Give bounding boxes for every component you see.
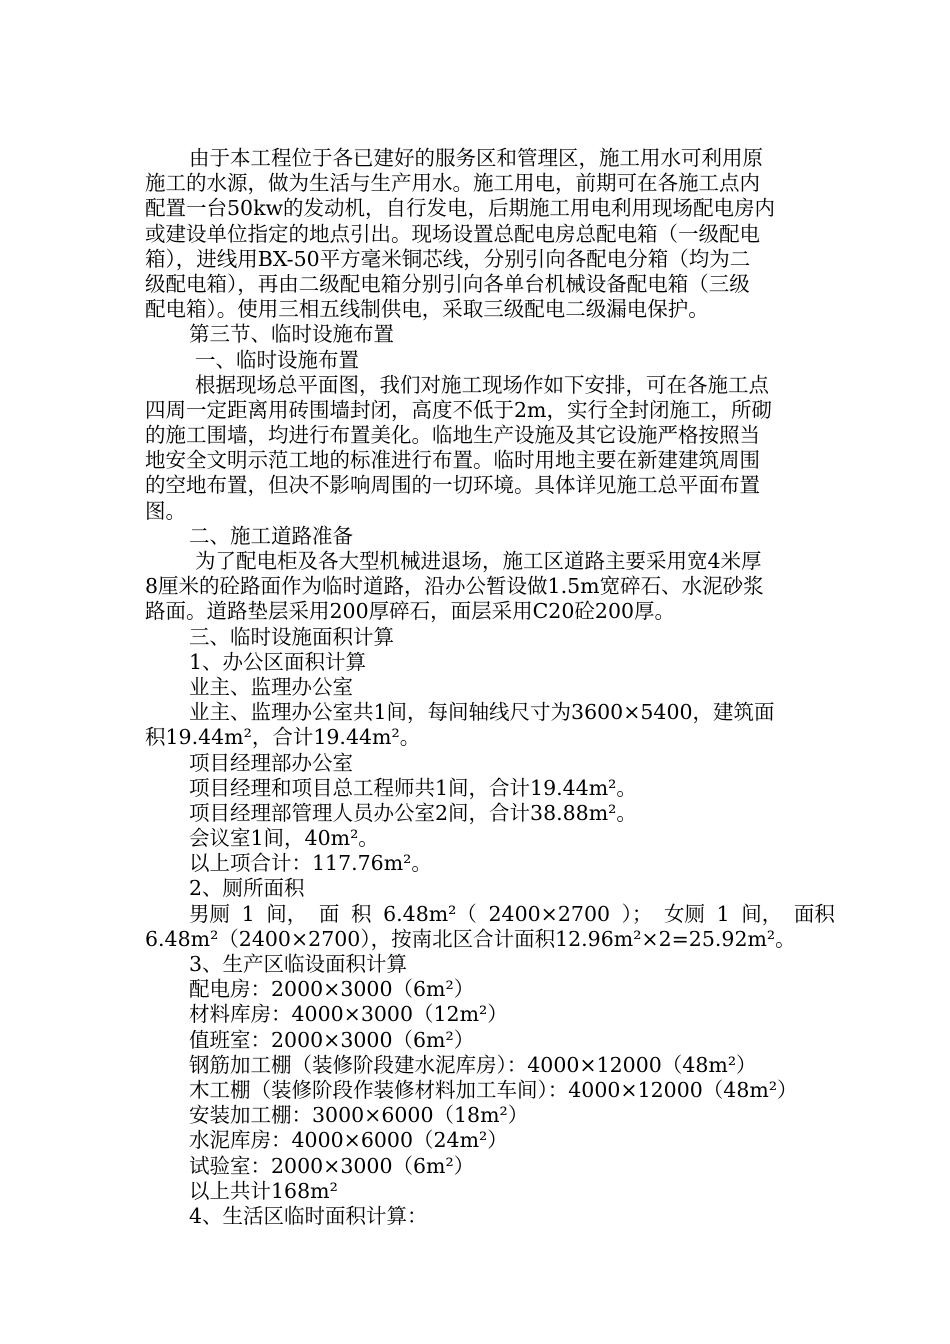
text-line: 钢筋加工棚（装修阶段建水泥库房）：4000×12000（48m²） — [189, 1052, 757, 1077]
text-line: 6.48m²（2400×2700），按南北区合计面积12.96m²×2=25.92m²。 — [145, 926, 796, 951]
text-line: 施工的水源，做为生活与生产用水。施工用电，前期可在各施工点内 — [145, 171, 760, 196]
text-line: 4、生活区临时面积计算： — [189, 1203, 428, 1228]
text-line: 木工棚（装修阶段作装修材料加工车间）：4000×12000（48m²） — [189, 1077, 798, 1102]
text-line: 为了配电柜及各大型机械进退场，施工区道路主要采用宽4米厚 — [195, 549, 762, 573]
text-line: 会议室1间，40m²。 — [189, 826, 379, 851]
text-line: 根据现场总平面图，我们对施工现场作如下安排，可在各施工点 — [195, 372, 769, 397]
text-line: 的空地布置，但决不影响周围的一切环境。具体详见施工总平面布置 — [145, 473, 760, 498]
text-line: 业主、监理办公室 — [189, 674, 353, 699]
text-line: 图。 — [145, 498, 186, 523]
text-line: 配置一台50kw的发动机，自行发电，后期施工用电利用现场配电房内 — [145, 196, 776, 221]
text-line: 2、厕所面积 — [189, 876, 305, 901]
text-line: 项目经理和项目总工程师共1间，合计19.44m²。 — [189, 775, 637, 800]
text-line: 由于本工程位于各已建好的服务区和管理区，施工用水可利用原 — [189, 146, 763, 170]
text-line: 水泥库房：4000×6000（24m²） — [189, 1128, 508, 1153]
text-line: 3、生产区临设面积计算 — [189, 952, 408, 976]
text-line: 地安全文明示范工地的标准进行布置。临时用地主要在新建建筑周围 — [145, 448, 760, 473]
text-line: 级配电箱），再由二级配电箱分别引向各单台机械设备配电箱（三级 — [145, 271, 750, 296]
text-line: 二、施工道路准备 — [189, 523, 353, 548]
text-line: 安装加工棚：3000×6000（18m²） — [189, 1103, 529, 1128]
text-line: 1、办公区面积计算 — [189, 649, 367, 674]
text-line: 试验室：2000×3000（6m²） — [189, 1153, 475, 1178]
text-line: 项目经理部办公室 — [189, 750, 353, 775]
text-line: 三、临时设施面积计算 — [189, 624, 394, 649]
text-line: 男厕 1 间， 面 积 6.48m²（ 2400×2700 ）； 女厕 1 间， 面积 — [189, 901, 835, 926]
text-line: 或建设单位指定的地点引出。现场设置总配电房总配电箱（一级配电 — [145, 221, 760, 246]
text-line: 业主、监理办公室共1间，每间轴线尺寸为3600×5400，建筑面 — [189, 700, 775, 725]
text-line: 一、临时设施布置 — [195, 347, 359, 372]
text-line: 配电箱）。使用三相五线制供电，采取三级配电二级漏电保护。 — [145, 297, 709, 322]
text-line: 材料库房：4000×3000（12m²） — [189, 1002, 508, 1027]
text-line: 四周一定距离用砖围墙封闭，高度不低于2m，实行全封闭施工，所砌 — [145, 397, 772, 422]
text-line: 路面。道路垫层采用200厚碎石，面层采用C20砼200厚。 — [145, 599, 676, 624]
body-text — [145, 146, 835, 1229]
text-line: 箱），进线用BX-50平方毫米铜芯线，分别引向各配电分箱（均为二 — [145, 246, 751, 271]
text-line: 以上项合计：117.76m²。 — [189, 851, 432, 876]
text-line: 积19.44m²，合计19.44m²。 — [145, 725, 421, 750]
text-line: 以上共计168m² — [189, 1178, 338, 1203]
text-line: 的施工围墙，均进行布置美化。临地生产设施及其它设施严格按照当 — [145, 423, 760, 448]
text-line: 值班室：2000×3000（6m²） — [189, 1027, 475, 1052]
text-line: 8厘米的砼路面作为临时道路，沿办公暂设做1.5m宽碎石、水泥砂浆 — [145, 574, 764, 599]
text-line: 配电房：2000×3000（6m²） — [189, 977, 475, 1002]
text-line: 第三节、临时设施布置 — [189, 322, 394, 347]
text-line: 项目经理部管理人员办公室2间，合计38.88m²。 — [189, 800, 637, 825]
